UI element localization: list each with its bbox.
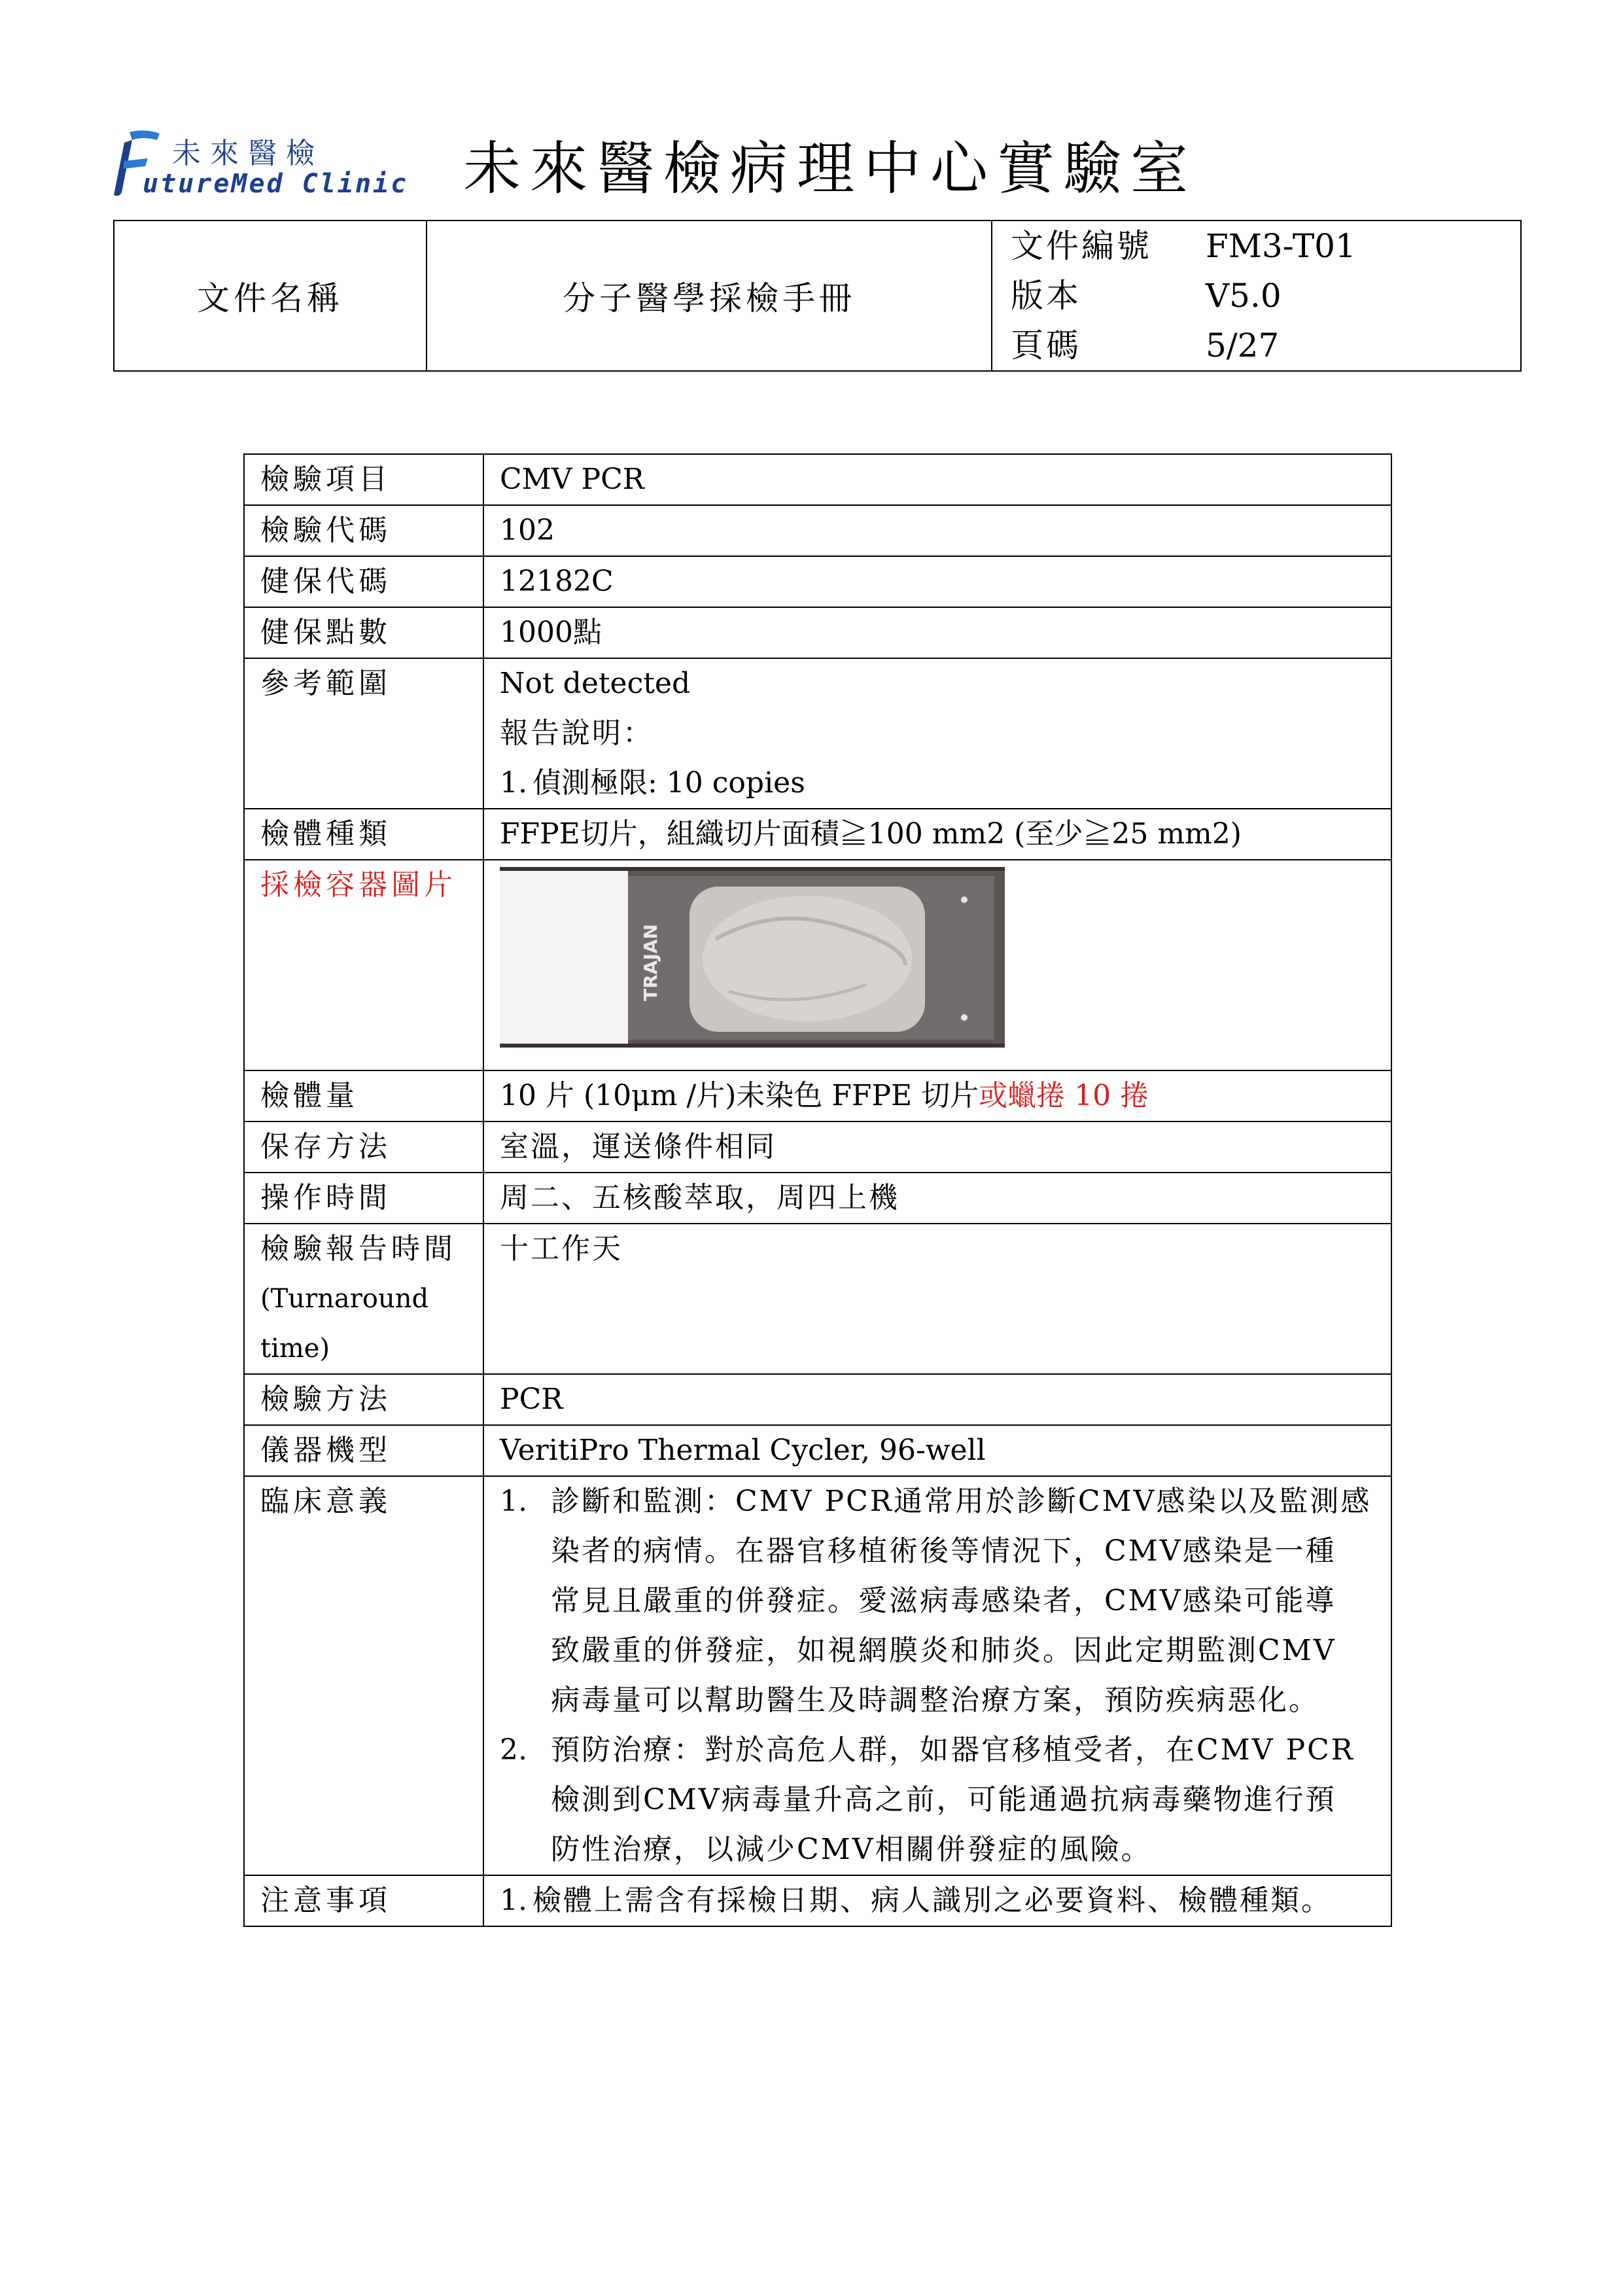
doc-meta-cell bbox=[992, 221, 1521, 371]
document-info-table bbox=[113, 220, 1522, 372]
row-value: 周二、五核酸萃取，周四上機 bbox=[483, 1173, 1391, 1224]
doc-page-row bbox=[1011, 321, 1520, 370]
container-image-cell bbox=[483, 860, 1391, 1070]
report-note-label: 報告說明： bbox=[500, 716, 654, 750]
row-label: 臨床意義 bbox=[244, 1476, 483, 1875]
page-header bbox=[110, 115, 1516, 213]
table-row bbox=[244, 1224, 1391, 1374]
list-text bbox=[551, 1725, 1355, 1875]
row-value: 1000點 bbox=[483, 607, 1391, 658]
table-row bbox=[244, 1875, 1391, 1926]
row-label: 檢驗項目 bbox=[244, 454, 483, 505]
reference-value-cell bbox=[483, 658, 1391, 809]
list-text bbox=[551, 1477, 1371, 1725]
list-item bbox=[500, 1477, 1380, 1725]
slide-brand-text: TRAJAN bbox=[640, 924, 661, 1001]
list-number: 1. bbox=[500, 766, 527, 800]
table-row bbox=[244, 505, 1391, 556]
text-line: 病毒量可以幫助醫生及時調整治療方案，預防疾病惡化。 bbox=[551, 1684, 1319, 1717]
row-label: 檢體種類 bbox=[244, 809, 483, 860]
row-label: 檢驗代碼 bbox=[244, 505, 483, 556]
doc-number-value: FM3-T01 bbox=[1206, 227, 1356, 265]
table-row bbox=[244, 556, 1391, 607]
row-label: 參考範圍 bbox=[244, 658, 483, 809]
row-value: CMV PCR bbox=[483, 454, 1391, 505]
table-row bbox=[244, 1425, 1391, 1476]
list-number: 1. bbox=[500, 1485, 527, 1518]
table-row bbox=[244, 658, 1391, 809]
table-row bbox=[244, 860, 1391, 1070]
text-line: 常見且嚴重的併發症。愛滋病毒感染者，CMV感染可能導 bbox=[551, 1584, 1336, 1617]
row-value: 室溫，運送條件相同 bbox=[483, 1122, 1391, 1173]
doc-version-value: V5.0 bbox=[1206, 277, 1282, 315]
row-value: FFPE切片，組織切片面積≧100 mm2 (至少≧25 mm2) bbox=[483, 809, 1391, 860]
list-text: 檢體上需含有採檢日期、病人識別之必要資料、檢體種類。 bbox=[532, 1884, 1332, 1917]
text-line: 致嚴重的併發症，如視網膜炎和肺炎。因此定期監測CMV bbox=[551, 1634, 1336, 1667]
row-label: 採檢容器圖片 bbox=[244, 860, 483, 1070]
doc-name-label: 文件名稱 bbox=[114, 221, 427, 371]
table-row bbox=[244, 607, 1391, 658]
doc-version-row bbox=[1011, 271, 1520, 321]
amount-text: 10 片 (10μm /片)未染色 FFPE 切片 bbox=[500, 1079, 979, 1112]
page-title: 未來醫檢病理中心實驗室 bbox=[463, 135, 1198, 202]
table-row bbox=[244, 454, 1391, 505]
list-number: 2. bbox=[500, 1733, 527, 1767]
table-row bbox=[244, 1070, 1391, 1122]
doc-page-label: 頁碼 bbox=[1011, 327, 1081, 364]
doc-page-value: 5/27 bbox=[1206, 327, 1280, 364]
amount-value-cell bbox=[483, 1070, 1391, 1122]
table-row bbox=[244, 809, 1391, 860]
table-row bbox=[244, 1374, 1391, 1425]
row-label: 儀器機型 bbox=[244, 1425, 483, 1476]
logo-chinese-text: 未來醫檢 bbox=[172, 137, 324, 170]
slide-photo-icon bbox=[500, 867, 1005, 1048]
row-label: 健保代碼 bbox=[244, 556, 483, 607]
table-row bbox=[244, 1173, 1391, 1224]
doc-version-label: 版本 bbox=[1011, 277, 1081, 315]
row-value: 十工作天 bbox=[483, 1224, 1391, 1374]
row-label: 健保點數 bbox=[244, 607, 483, 658]
row-label: 檢體量 bbox=[244, 1070, 483, 1122]
table-row bbox=[244, 1476, 1391, 1875]
futuremed-logo bbox=[110, 127, 417, 199]
row-label: 操作時間 bbox=[244, 1173, 483, 1224]
test-info-table bbox=[243, 453, 1392, 1927]
row-value: 102 bbox=[483, 505, 1391, 556]
row-label: 檢驗報告時間 bbox=[260, 1232, 457, 1265]
text-line: 預防治療：對於高危人群，如器官移植受者，在CMV PCR bbox=[551, 1733, 1355, 1767]
logo-english-text: utureMed Clinic bbox=[143, 169, 409, 199]
row-label: 檢驗方法 bbox=[244, 1374, 483, 1425]
doc-name-value: 分子醫學採檢手冊 bbox=[427, 221, 992, 371]
row-label: 保存方法 bbox=[244, 1122, 483, 1173]
row-label: 注意事項 bbox=[244, 1875, 483, 1926]
list-item bbox=[500, 1876, 1380, 1926]
row-value: PCR bbox=[483, 1374, 1391, 1425]
text-line: 防性治療，以減少CMV相關併發症的風險。 bbox=[551, 1833, 1152, 1866]
notes-value-cell bbox=[483, 1875, 1391, 1926]
table-row bbox=[244, 1122, 1391, 1173]
clinical-value-cell bbox=[483, 1476, 1391, 1875]
amount-alt-text: 或蠟捲 10 捲 bbox=[979, 1079, 1149, 1112]
list-text: 偵測極限: 10 copies bbox=[532, 766, 805, 800]
row-value: VeritiPro Thermal Cycler, 96-well bbox=[483, 1425, 1391, 1476]
tat-label-cell bbox=[244, 1224, 483, 1374]
doc-number-row bbox=[1011, 221, 1520, 271]
text-line: 檢測到CMV病毒量升高之前，可能通過抗病毒藥物進行預 bbox=[551, 1783, 1336, 1816]
clinical-list bbox=[500, 1477, 1380, 1875]
text-line: 診斷和監測：CMV PCR通常用於診斷CMV感染以及監測感 bbox=[551, 1485, 1372, 1518]
reference-line: Not detected bbox=[500, 667, 691, 700]
list-item bbox=[500, 758, 1380, 808]
doc-number-label: 文件編號 bbox=[1011, 227, 1152, 265]
list-item bbox=[500, 1725, 1380, 1875]
row-value: 12182C bbox=[483, 556, 1391, 607]
text-line: 染者的病情。在器官移植術後等情況下，CMV感染是一種 bbox=[551, 1534, 1336, 1568]
row-label-english: (Turnaround time) bbox=[260, 1284, 429, 1364]
list-number: 1. bbox=[500, 1884, 527, 1917]
